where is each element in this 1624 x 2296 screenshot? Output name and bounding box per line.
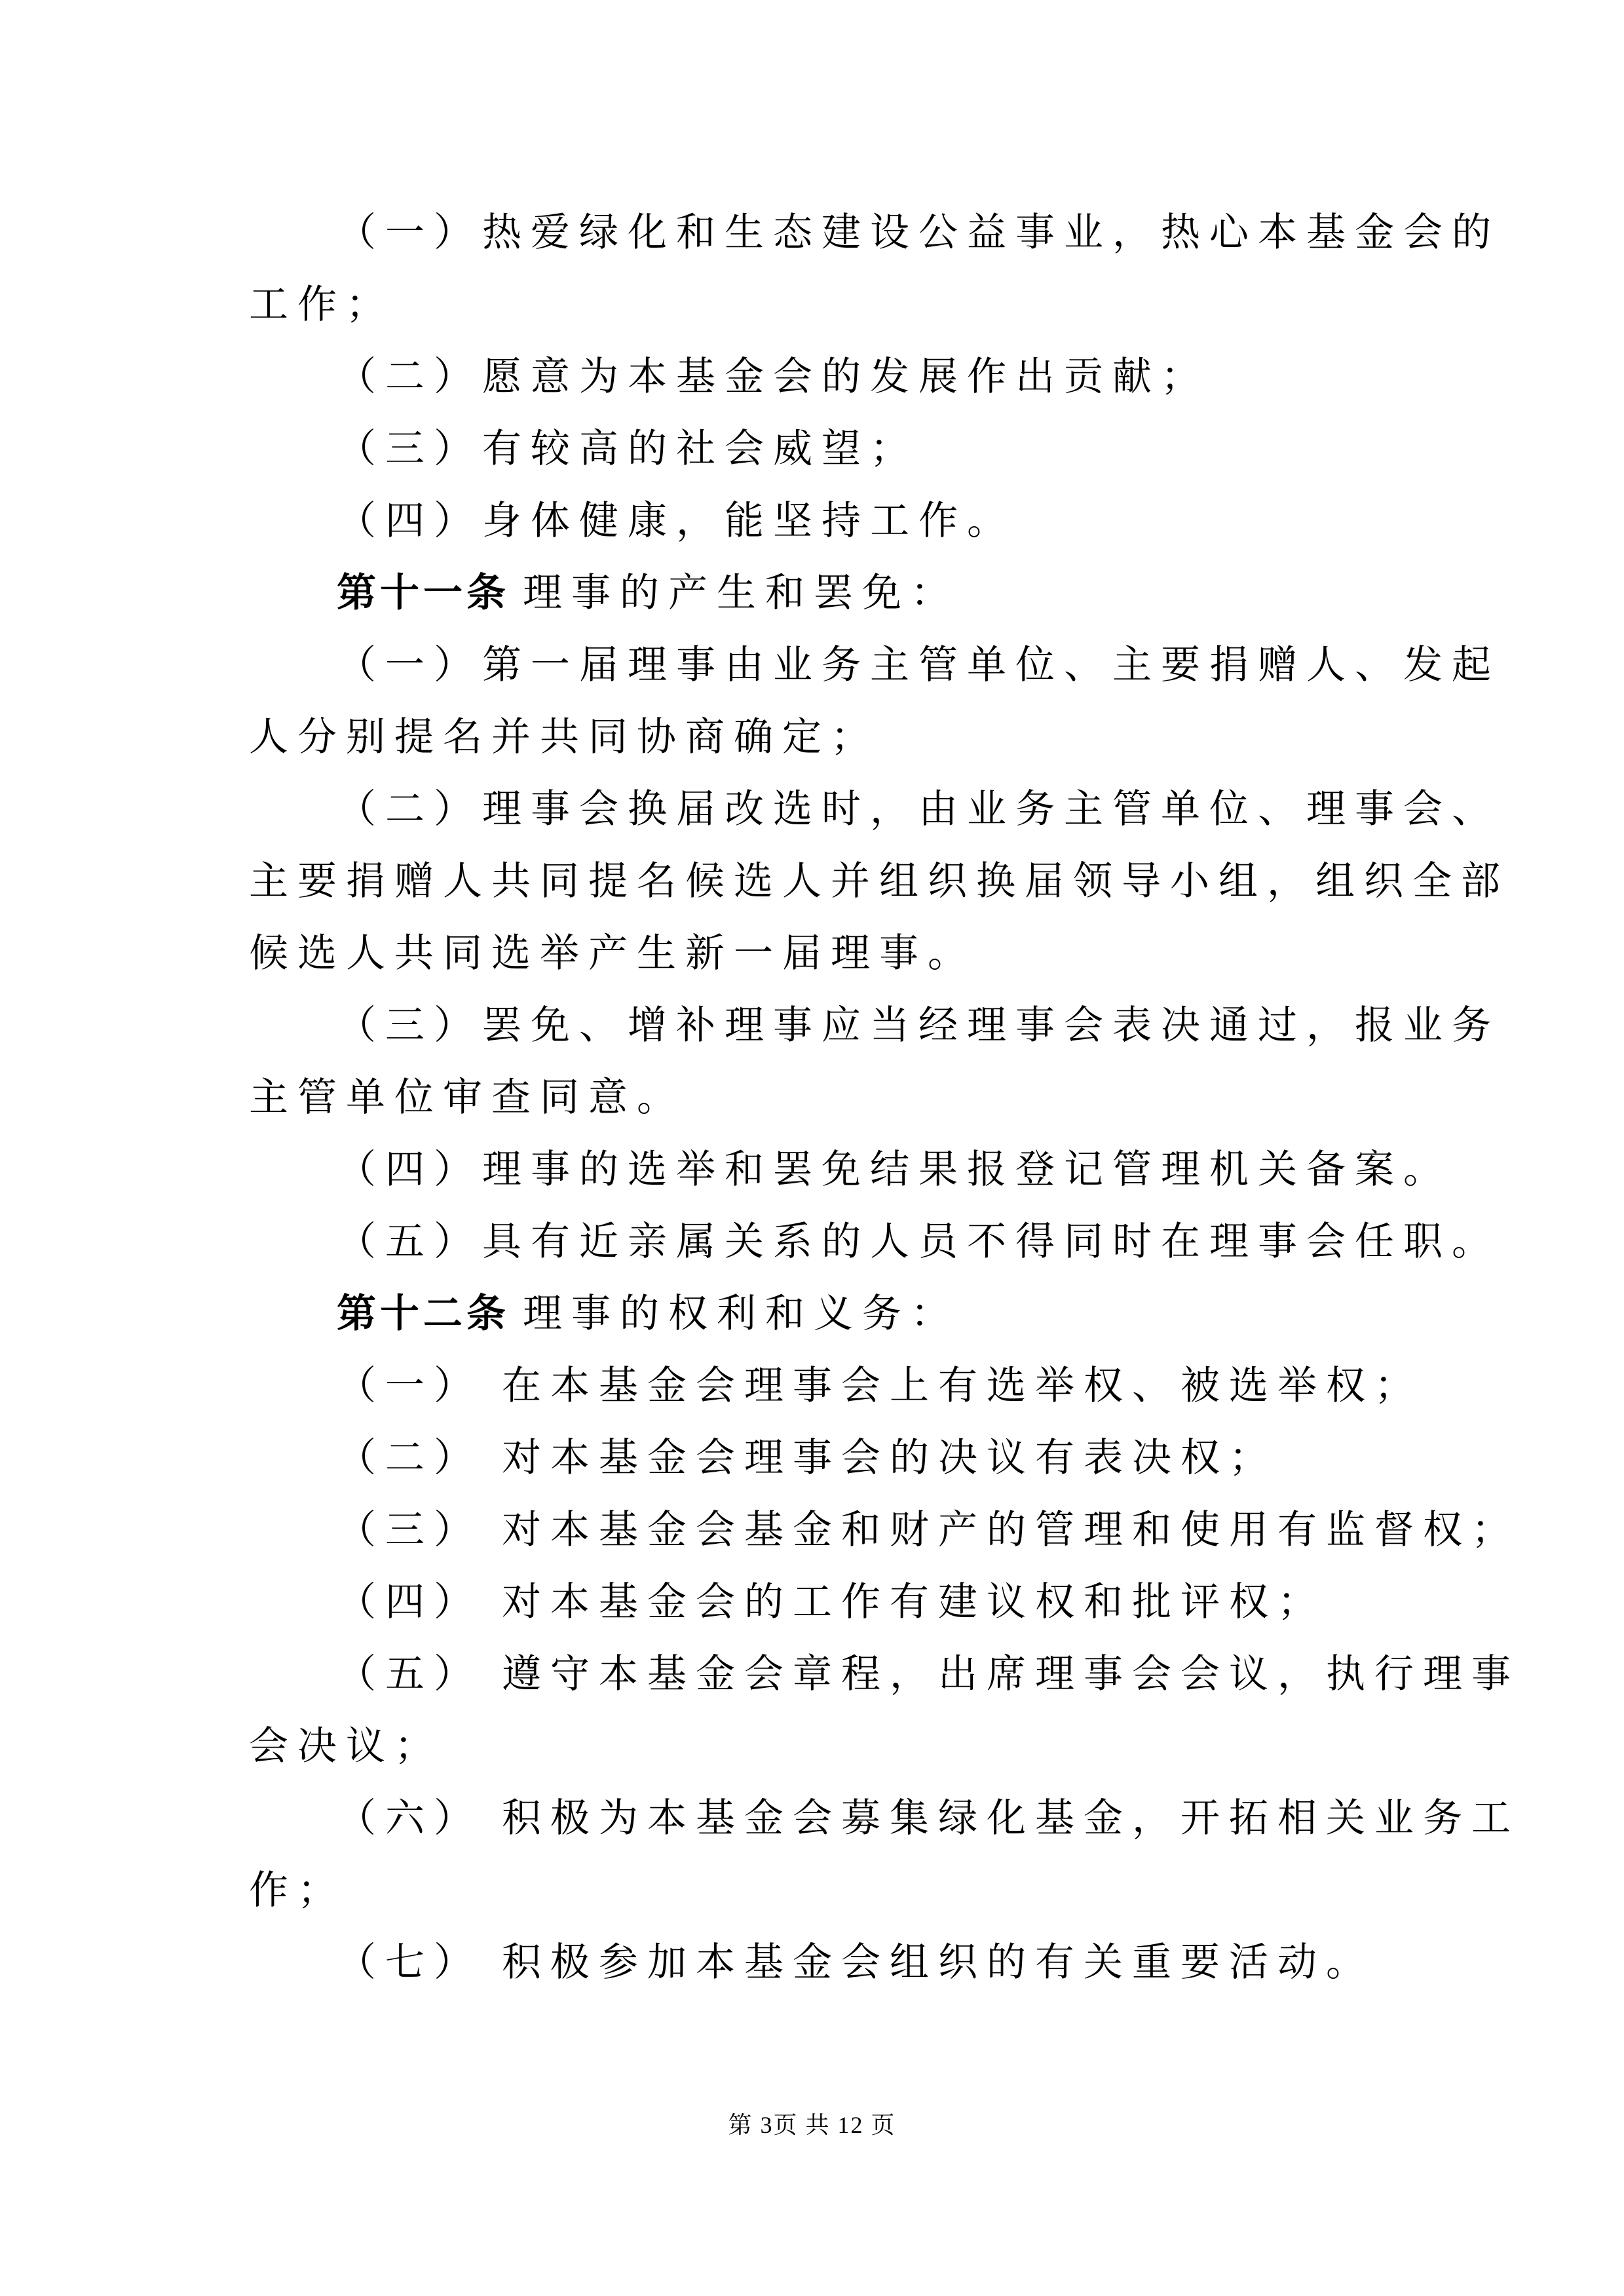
paragraph-qualification-1a: （一）热爱绿化和生态建设公益事业，热心本基金会的 (337, 210, 1500, 256)
article-12-item-6-marker: （六） (337, 1795, 482, 1841)
article-12-item-2 (249, 1422, 1376, 1494)
article-11-item-2a: （二）理事会换届改选时，由业务主管单位、理事会、 (337, 786, 1500, 832)
paragraph-qualification-2: （二）愿意为本基金会的发展作出贡献； (337, 354, 1209, 400)
article-12-item-2-marker: （二） (337, 1435, 482, 1481)
paragraph-qualification-1b: 工作； (249, 282, 394, 328)
page-number-footer: 第 3页 共 12 页 (728, 2112, 896, 2138)
article-12-item-1-text: 在本基金会理事会上有选举权、被选举权； (502, 1363, 1423, 1409)
article-11-item-1b: 人分别提名并共同协商确定； (249, 714, 879, 760)
article-12-item-3-marker: （三） (337, 1507, 482, 1553)
article-11-item-1a: （一）第一届理事由业务主管单位、主要捐赠人、发起 (337, 642, 1500, 688)
paragraph-qualification-3: （三）有较高的社会威望； (337, 426, 918, 472)
document-body (249, 197, 1520, 1999)
article-12-item-3 (249, 1494, 1520, 1566)
article-12-item-6-text-a: 积极为本基金会募集绿化基金，开拓相关业务工 (502, 1795, 1520, 1841)
article-12-item-4-marker: （四） (337, 1579, 482, 1625)
article-12-item-4 (249, 1566, 1376, 1638)
article-12-item-2-text: 对本基金会理事会的决议有表决权； (502, 1435, 1277, 1481)
article-12-item-6a (249, 1782, 1520, 1854)
article-12-item-7 (249, 1926, 1376, 1999)
article-12-item-1 (249, 1350, 1423, 1422)
article-12-item-6b: 作； (249, 1867, 346, 1913)
article-12-item-7-marker: （七） (337, 1940, 482, 1985)
article-11-item-3b: 主管单位审查同意。 (249, 1075, 685, 1120)
article-11-title: 理事的产生和罢免： (523, 570, 959, 616)
article-11-heading (249, 557, 1376, 629)
article-11-item-4: （四）理事的选举和罢免结果报登记管理机关备案。 (337, 1147, 1452, 1193)
article-12-number: 第十二条 (337, 1291, 510, 1337)
paragraph-qualification-4: （四）身体健康，能坚持工作。 (337, 498, 1015, 544)
article-12-item-1-marker: （一） (337, 1363, 482, 1409)
article-12-item-5a (249, 1638, 1520, 1710)
article-12-item-7-text: 积极参加本基金会组织的有关重要活动。 (502, 1940, 1374, 1985)
article-12-item-3-text: 对本基金会基金和财产的管理和使用有监督权； (502, 1507, 1520, 1553)
article-11-item-3a: （三）罢免、增补理事应当经理事会表决通过，报业务 (337, 1003, 1500, 1048)
article-12-item-5b: 会决议； (249, 1723, 443, 1769)
article-12-item-5-text-a: 遵守本基金会章程，出席理事会会议，执行理事 (502, 1651, 1520, 1697)
article-11-item-5: （五）具有近亲属关系的人员不得同时在理事会任职。 (337, 1219, 1500, 1265)
article-11-item-2b: 主要捐赠人共同提名候选人并组织换届领导小组，组织全部 (249, 858, 1509, 904)
article-12-title: 理事的权利和义务： (523, 1291, 959, 1337)
article-11-number: 第十一条 (337, 570, 510, 616)
article-11-item-2c: 候选人共同选举产生新一届理事。 (249, 930, 976, 976)
article-12-item-5-marker: （五） (337, 1651, 482, 1697)
article-12-item-4-text: 对本基金会的工作有建议权和批评权； (502, 1579, 1326, 1625)
article-12-heading (249, 1278, 1376, 1350)
